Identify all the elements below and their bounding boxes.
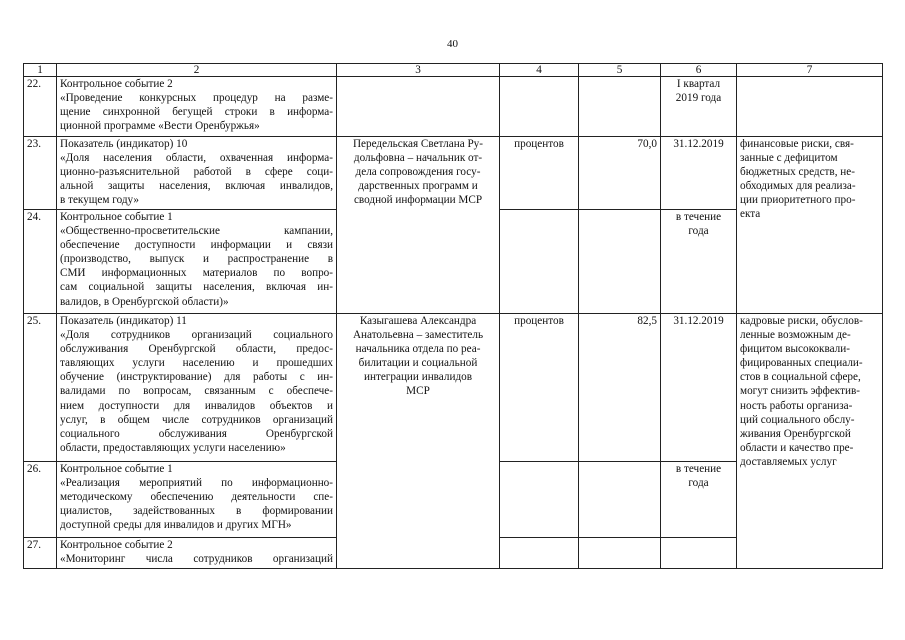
- row-responsible: [337, 137, 500, 314]
- risk-line: стов в социальной сфере,: [740, 371, 861, 384]
- row-unit: процентов: [500, 137, 579, 210]
- description-line: «Доля населения области, охваченная информа-: [60, 152, 333, 165]
- responsible-line: Анатольевна – заместитель: [352, 329, 484, 342]
- row-risks: [737, 137, 883, 314]
- table-row: [24, 77, 883, 137]
- row-deadline: [661, 77, 737, 137]
- description-line: методическому обеспечению деятельности спе-: [60, 491, 333, 504]
- responsible-line: дольфовна – начальник от-: [353, 152, 483, 165]
- risk-line: обходимых для реализа-: [740, 180, 856, 193]
- row-number: 25.: [24, 314, 57, 462]
- description-line: циалистов, задействованных в формировании: [60, 505, 333, 518]
- deadline-line: 2019 года: [675, 92, 722, 105]
- description-line: Показатель (индикатор) 11: [60, 315, 187, 327]
- row-value: [579, 210, 661, 314]
- risk-line: финансовые риски, свя-: [740, 138, 854, 150]
- column-header: 1: [24, 64, 57, 77]
- responsible-line: билитации и социальной: [358, 357, 478, 370]
- column-header: 6: [661, 64, 737, 77]
- row-unit: [500, 462, 579, 538]
- header-row: [24, 64, 883, 77]
- row-number: 24.: [24, 210, 57, 314]
- row-risks: [737, 314, 883, 569]
- description-line: «Мониторинг числа сотрудников организаций: [60, 553, 333, 566]
- row-unit: [579, 538, 661, 569]
- description-line: нием доступности для инвалидов объектов и: [60, 399, 333, 412]
- risk-line: бюджетных средств, не-: [740, 166, 855, 179]
- description-line: ционной программе «Вести Оренбуржья»: [60, 120, 260, 133]
- risk-line: могут снизить эффектив-: [740, 385, 860, 398]
- description-line: «Проведение конкурсных процедур на разме-: [60, 92, 333, 105]
- risk-line: екта: [740, 208, 761, 221]
- description-line: обеспечение доступности информации и связи: [60, 239, 333, 252]
- risk-line: ность работы организа-: [740, 399, 853, 412]
- description-line: СМИ информационных материалов по вопро-: [60, 267, 333, 280]
- description-line: Контрольное событие 1: [60, 463, 173, 475]
- row-value: [661, 538, 737, 569]
- row-risks: [737, 77, 883, 137]
- row-value: [579, 77, 661, 137]
- responsible-line: сводной информации МСР: [353, 194, 483, 207]
- deadline-line: I квартал: [676, 78, 721, 90]
- deadline-line: года: [688, 477, 709, 490]
- description-line: валидов, в Оренбургской области)»: [60, 295, 229, 308]
- description-line: «Реализация мероприятий по информационно-: [60, 477, 333, 490]
- deadline-line: 31.12.2019: [673, 138, 724, 150]
- description-line: Контрольное событие 2: [60, 539, 173, 551]
- row-value: 70,0: [579, 137, 661, 210]
- risk-line: ции приоритетного про-: [740, 194, 856, 207]
- deadline-line: в течение: [675, 211, 722, 223]
- row-description: [57, 462, 337, 538]
- row-number: 27.: [24, 538, 57, 569]
- description-line: области, предоставляющих услуги населению»: [60, 441, 286, 454]
- row-description: [57, 538, 337, 569]
- risk-line: ленные возможным де-: [740, 329, 851, 342]
- row-responsible: [500, 538, 579, 569]
- deadline-line: в течение: [675, 463, 722, 475]
- risk-line: фицитом высококвали-: [740, 343, 850, 356]
- risk-line: фицированных специали-: [740, 357, 863, 370]
- responsible-line: интеграции инвалидов: [363, 371, 473, 384]
- description-line: обучение (инструктирование) для работы с ин-: [60, 371, 333, 384]
- deadline-line: года: [688, 225, 709, 238]
- row-description: [57, 77, 337, 137]
- column-header: 7: [737, 64, 883, 77]
- column-header: 2: [57, 64, 337, 77]
- description-line: валидами по вопросам, связанным с обеспече-: [60, 385, 333, 398]
- row-description: [57, 137, 337, 210]
- row-deadline: [661, 462, 737, 538]
- row-value: [579, 462, 661, 538]
- risk-line: ций социального обслу-: [740, 413, 855, 426]
- risk-line: кадровые риски, обуслов-: [740, 315, 863, 327]
- description-line: «Доля сотрудников организаций социального: [60, 329, 333, 342]
- deadline-line: 31.12.2019: [673, 315, 724, 327]
- row-unit: процентов: [500, 314, 579, 462]
- risk-line: области и качество пре-: [740, 441, 854, 454]
- risk-line: живания Оренбургской: [740, 427, 851, 440]
- description-line: социального обслуживания Оренбургской: [60, 427, 333, 440]
- responsible-line: дарственных программ и: [358, 180, 478, 193]
- column-header: 4: [500, 64, 579, 77]
- column-header: 3: [337, 64, 500, 77]
- row-number: 26.: [24, 462, 57, 538]
- responsible-line: Передельская Светлана Ру-: [352, 138, 484, 150]
- row-description: [57, 210, 337, 314]
- row-description: [57, 314, 337, 462]
- column-header: 5: [579, 64, 661, 77]
- row-unit: [500, 210, 579, 314]
- description-line: (производство, выпуск и распространение в: [60, 253, 333, 266]
- row-value: 82,5: [579, 314, 661, 462]
- description-line: щение синхронной бегущей строки в информа-: [60, 106, 333, 119]
- description-line: «Общественно-просветительские кампании,: [60, 225, 333, 238]
- description-line: Контрольное событие 1: [60, 211, 173, 223]
- responsible-line: МСР: [406, 385, 430, 398]
- risk-line: занные с дефицитом: [740, 152, 838, 165]
- program-table: [23, 63, 883, 569]
- row-unit: [500, 77, 579, 137]
- row-deadline: [661, 137, 737, 210]
- description-line: ционно-разъяснительной работой в сфере соци-: [60, 166, 333, 179]
- row-deadline: [661, 314, 737, 462]
- description-line: доступной среды для инвалидов и других МГН»: [60, 519, 292, 532]
- row-number: 23.: [24, 137, 57, 210]
- description-line: Контрольное событие 2: [60, 78, 173, 90]
- table-row: [24, 314, 883, 462]
- description-line: Показатель (индикатор) 10: [60, 138, 188, 150]
- responsible-line: начальника отдела по реа-: [355, 343, 481, 356]
- description-line: альной защиты населения, включая инвалидов,: [60, 180, 333, 193]
- row-deadline: [661, 210, 737, 314]
- description-line: услуг, в общем числе сотрудников организаций: [60, 413, 333, 426]
- row-number: 22.: [24, 77, 57, 137]
- description-line: сам социальной защиты населения, включая ин-: [60, 281, 333, 294]
- row-responsible: [337, 77, 500, 137]
- description-line: тавляющих услуги населению и прошедших: [60, 357, 333, 370]
- description-line: в текущем году»: [60, 194, 140, 207]
- risk-line: доставляемых услуг: [740, 455, 837, 468]
- description-line: обслуживания Оренбургской области, предос-: [60, 343, 333, 356]
- responsible-line: Казыгашева Александра: [359, 315, 477, 327]
- table-row: [24, 137, 883, 210]
- row-responsible: [337, 314, 500, 569]
- page-number: 40: [447, 38, 458, 50]
- responsible-line: дела сопровождения госу-: [355, 166, 481, 179]
